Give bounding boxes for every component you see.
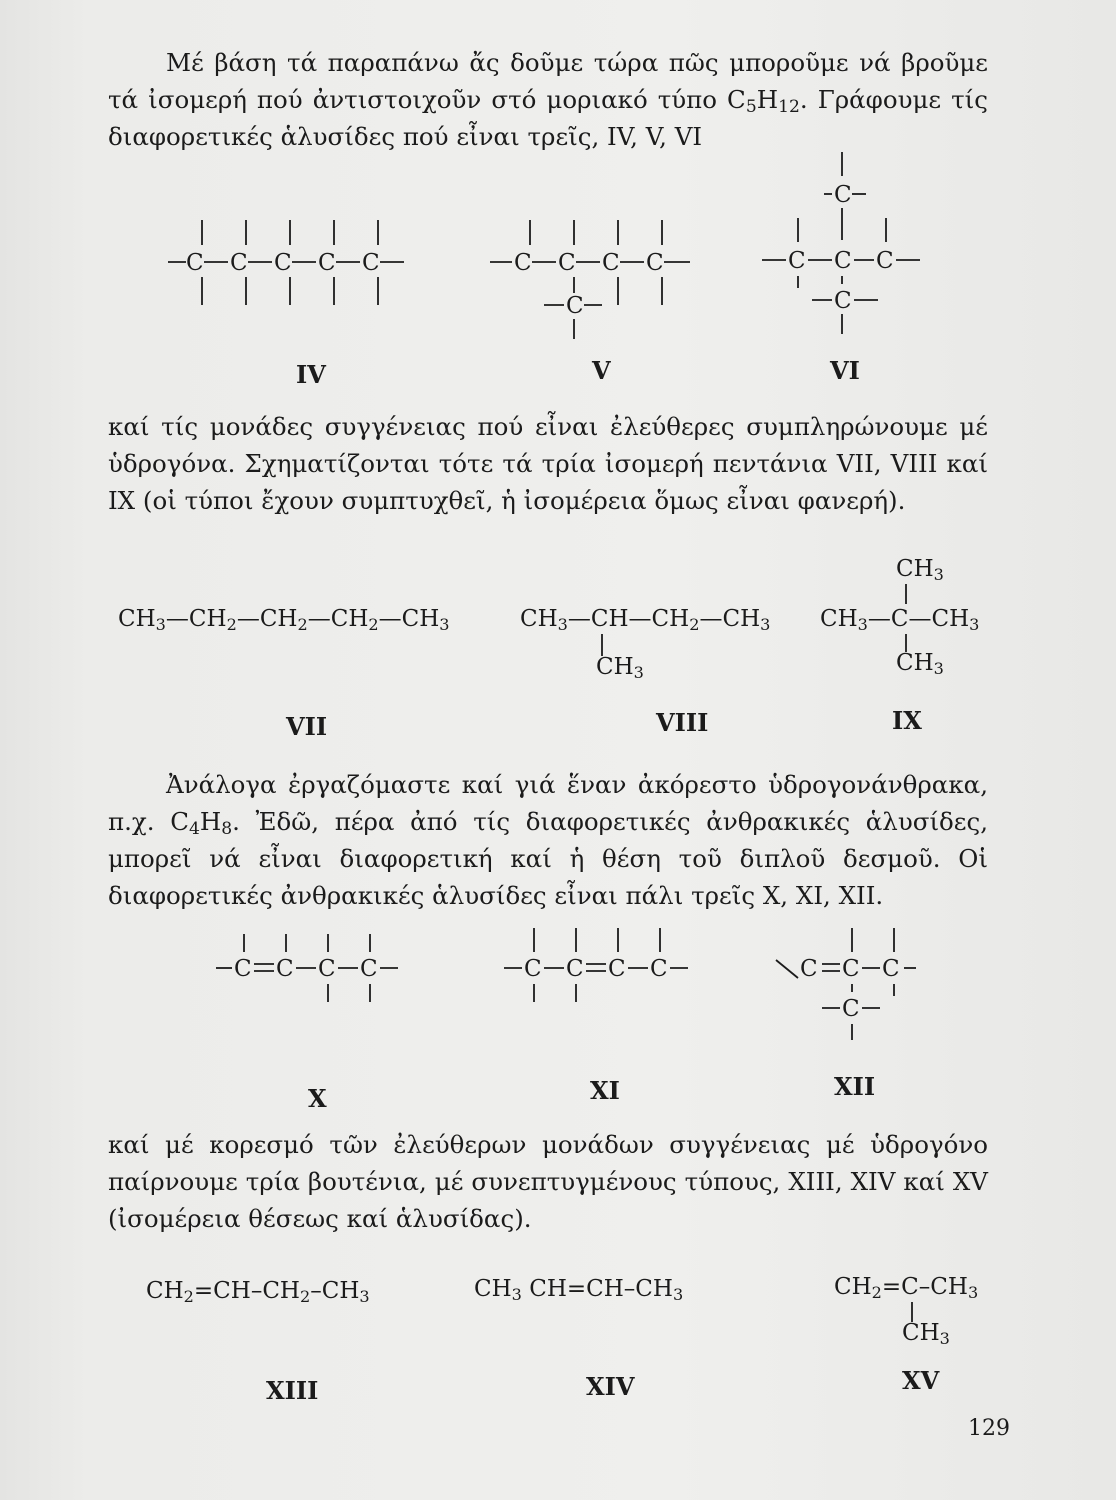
svg-text:C: C — [876, 248, 894, 274]
paragraph-1: Μέ βάση τά παραπάνω ἄς δοῦμε τώρα πῶς μποροῦμε νά βροῦμε τά ἰσομερή πού ἀντιστοιχοῦν στό μοριακό τύπο $C_5H_{12}$. Γράφουμε τίς διαφορετικές ἁλυσίδες πού εἶναι τρεῖς, IV, V, VI — [108, 48, 988, 151]
label-vi: VI — [830, 356, 860, 385]
formula-viii: $CH_3—CH—CH_2—CH_3$ — [520, 606, 771, 634]
svg-text:C: C — [274, 250, 292, 276]
label-viii: VIII — [656, 708, 709, 737]
label-ix: IX — [892, 706, 922, 735]
formula-viii-branch: $CH_3$ — [596, 654, 644, 682]
chain-xi — [504, 926, 704, 1006]
paragraph-2: καί τίς μονάδες συγγένειας πού εἶναι ἐλεύθερες συμπληρώνουμε μέ ὑδρογόνα. Σχηματίζονται τότε τά τρία ἰσομερή πεντάνια VII, VIII καί IX (οἱ τύποι ἔχουν συμπτυχθεῖ, ἡ ἰσομέρεια ὅμως εἶναι φανερή). — [108, 412, 988, 515]
label-xii: XII — [834, 1072, 876, 1101]
svg-text:C: C — [602, 250, 620, 276]
svg-text:C: C — [800, 956, 818, 982]
svg-text:C: C — [524, 956, 542, 982]
svg-text:C: C — [234, 956, 252, 982]
label-xi: XI — [590, 1076, 620, 1105]
paragraph-4: καί μέ κορεσμό τῶν ἐλεύθερων μονάδων συγγένειας μέ ὑδρογόνο παίρνουμε τρία βουτένια, μέ συνεπτυγμένους τύπους, XIII, XIV καί XV (ἰσομέρεια θέσεως καί ἁλυσίδας). — [108, 1130, 988, 1233]
label-x: X — [308, 1084, 327, 1113]
svg-text:C: C — [834, 182, 852, 208]
svg-text:C: C — [186, 250, 204, 276]
formula-ix-top: $CH_3$ — [896, 556, 944, 584]
label-iv: IV — [296, 360, 326, 389]
svg-text:C: C — [842, 996, 860, 1022]
svg-text:C: C — [566, 293, 584, 319]
page-number: 129 — [968, 1416, 1010, 1441]
label-v: V — [592, 356, 611, 385]
svg-text:C: C — [608, 956, 626, 982]
svg-text:C: C — [834, 248, 852, 274]
svg-text:C: C — [834, 288, 852, 314]
svg-text:C: C — [514, 250, 532, 276]
bond-viii — [600, 634, 604, 656]
chain-v — [490, 215, 720, 345]
svg-text:C: C — [276, 956, 294, 982]
svg-text:C: C — [318, 250, 336, 276]
formula-xv: $CH_2=C-CH_3$ — [834, 1274, 979, 1302]
label-xiv: XIV — [586, 1372, 635, 1401]
svg-text:C: C — [360, 956, 378, 982]
chain-vi — [762, 150, 942, 340]
svg-text:C: C — [788, 248, 806, 274]
chain-iv — [168, 215, 438, 315]
label-xiii: XIII — [266, 1376, 319, 1405]
formula-ix-bottom: $CH_3$ — [896, 650, 944, 678]
svg-text:C: C — [230, 250, 248, 276]
label-vii: VII — [286, 712, 328, 741]
formula-ix: $CH_3—C—CH_3$ — [820, 606, 980, 634]
svg-text:C: C — [882, 956, 900, 982]
svg-text:C: C — [558, 250, 576, 276]
formula-xiii: $CH_2=CH-CH_2-CH_3$ — [146, 1278, 370, 1306]
svg-text:C: C — [362, 250, 380, 276]
chain-xii — [776, 926, 936, 1046]
svg-text:C: C — [650, 956, 668, 982]
paragraph-3: Ἀνάλογα ἐργαζόμαστε καί γιά ἕναν ἀκόρεστο ὑδρογονάνθρακα, π.χ. $C_4H_8$. Ἐδῶ, πέρα ἀπό τίς διαφορετικές ἀνθρακικές ἁλυσίδες, μπορεῖ νά εἶναι διαφορετική καί ἡ θέση τοῦ διπλοῦ δεσμοῦ. Οἱ διαφορετικές ἀνθρακικές ἁλυσίδες εἶναι πάλι τρεῖς X, XI, XII. — [108, 770, 989, 910]
chain-x — [216, 930, 416, 1010]
label-xv: XV — [902, 1366, 940, 1395]
svg-text:C: C — [566, 956, 584, 982]
bond-ix-top — [904, 584, 908, 606]
svg-text:C: C — [842, 956, 860, 982]
formula-vii: $CH_3—CH_2—CH_2—CH_2—CH_3$ — [118, 606, 450, 634]
formula-xv-branch: $CH_3$ — [902, 1320, 950, 1348]
formula-xiv: $CH_3$ $CH=CH-CH_3$ — [474, 1276, 684, 1304]
svg-text:C: C — [318, 956, 336, 982]
svg-text:C: C — [646, 250, 664, 276]
